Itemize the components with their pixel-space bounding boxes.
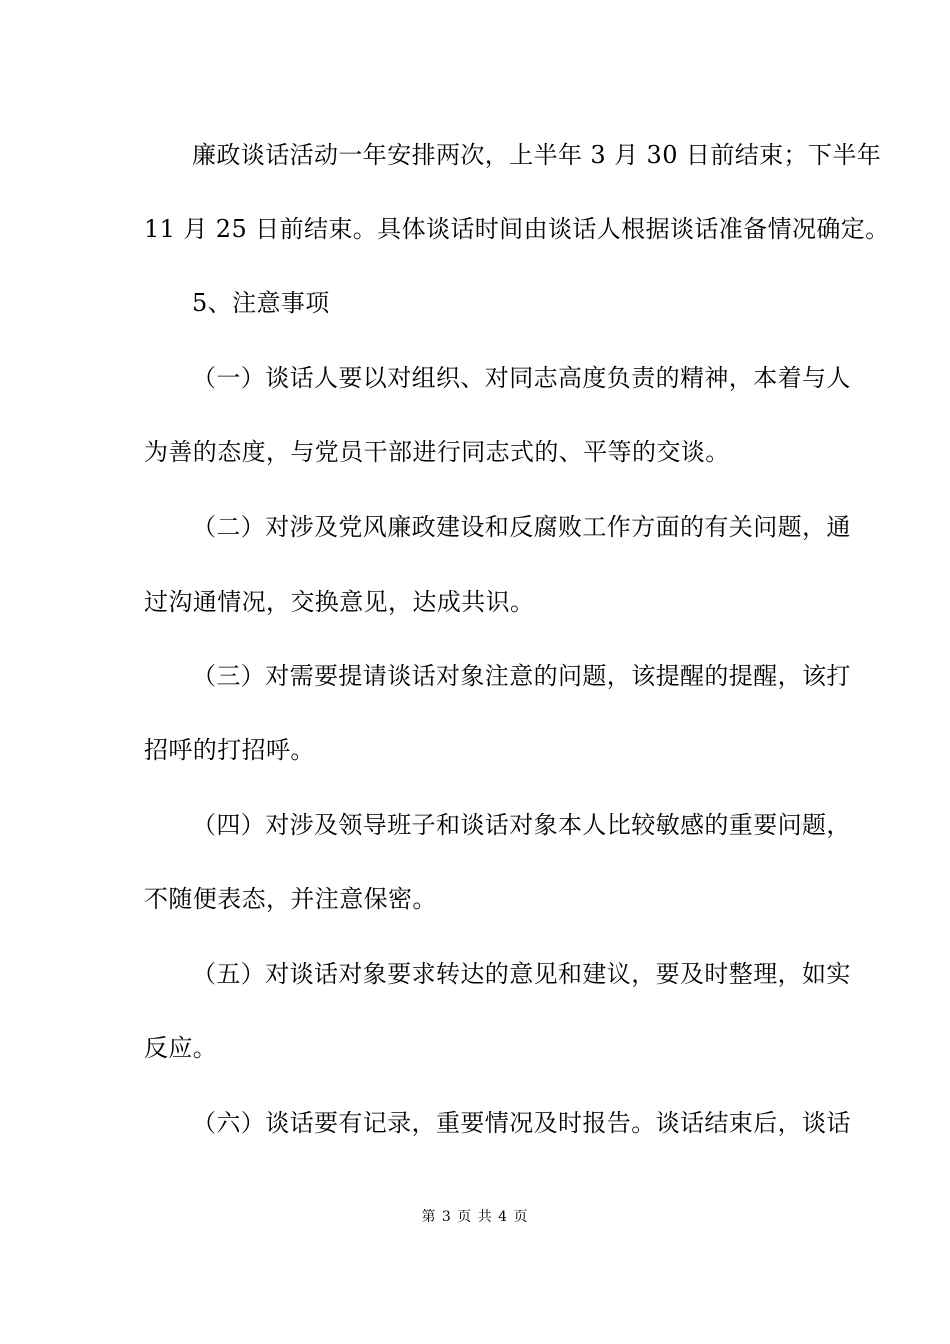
paragraph-line: （五）对谈话对象要求转达的意见和建议，要及时整理，如实 (192, 960, 851, 988)
paragraph-line: 11 月 25 日前结束。具体谈话时间由谈话人根据谈话准备情况确定。 (144, 215, 890, 243)
paragraph-line: 不随便表态，并注意保密。 (144, 885, 437, 913)
section-heading: 5、注意事项 (192, 289, 330, 317)
paragraph-line: 过沟通情况，交换意见，达成共识。 (144, 588, 535, 616)
paragraph-line: 廉政谈话活动一年安排两次，上半年 3 月 30 日前结束；下半年 (192, 141, 882, 169)
paragraph-line: 反应。 (144, 1034, 218, 1062)
page-footer: 第 3 页 共 4 页 (421, 1209, 529, 1225)
paragraph-line: 为善的态度，与党员干部进行同志式的、平等的交谈。 (144, 438, 730, 466)
paragraph-line: （三）对需要提请谈话对象注意的问题，该提醒的提醒，该打 (192, 662, 851, 690)
paragraph-line: （二）对涉及党风廉政建设和反腐败工作方面的有关问题，通 (192, 513, 851, 541)
paragraph-line: （四）对涉及领导班子和谈话对象本人比较敏感的重要问题， (192, 811, 851, 839)
paragraph-line: 招呼的打招呼。 (144, 736, 315, 764)
paragraph-line: （六）谈话要有记录，重要情况及时报告。谈话结束后，谈话 (192, 1109, 851, 1137)
paragraph-line: （一）谈话人要以对组织、对同志高度负责的精神，本着与人 (192, 364, 851, 392)
